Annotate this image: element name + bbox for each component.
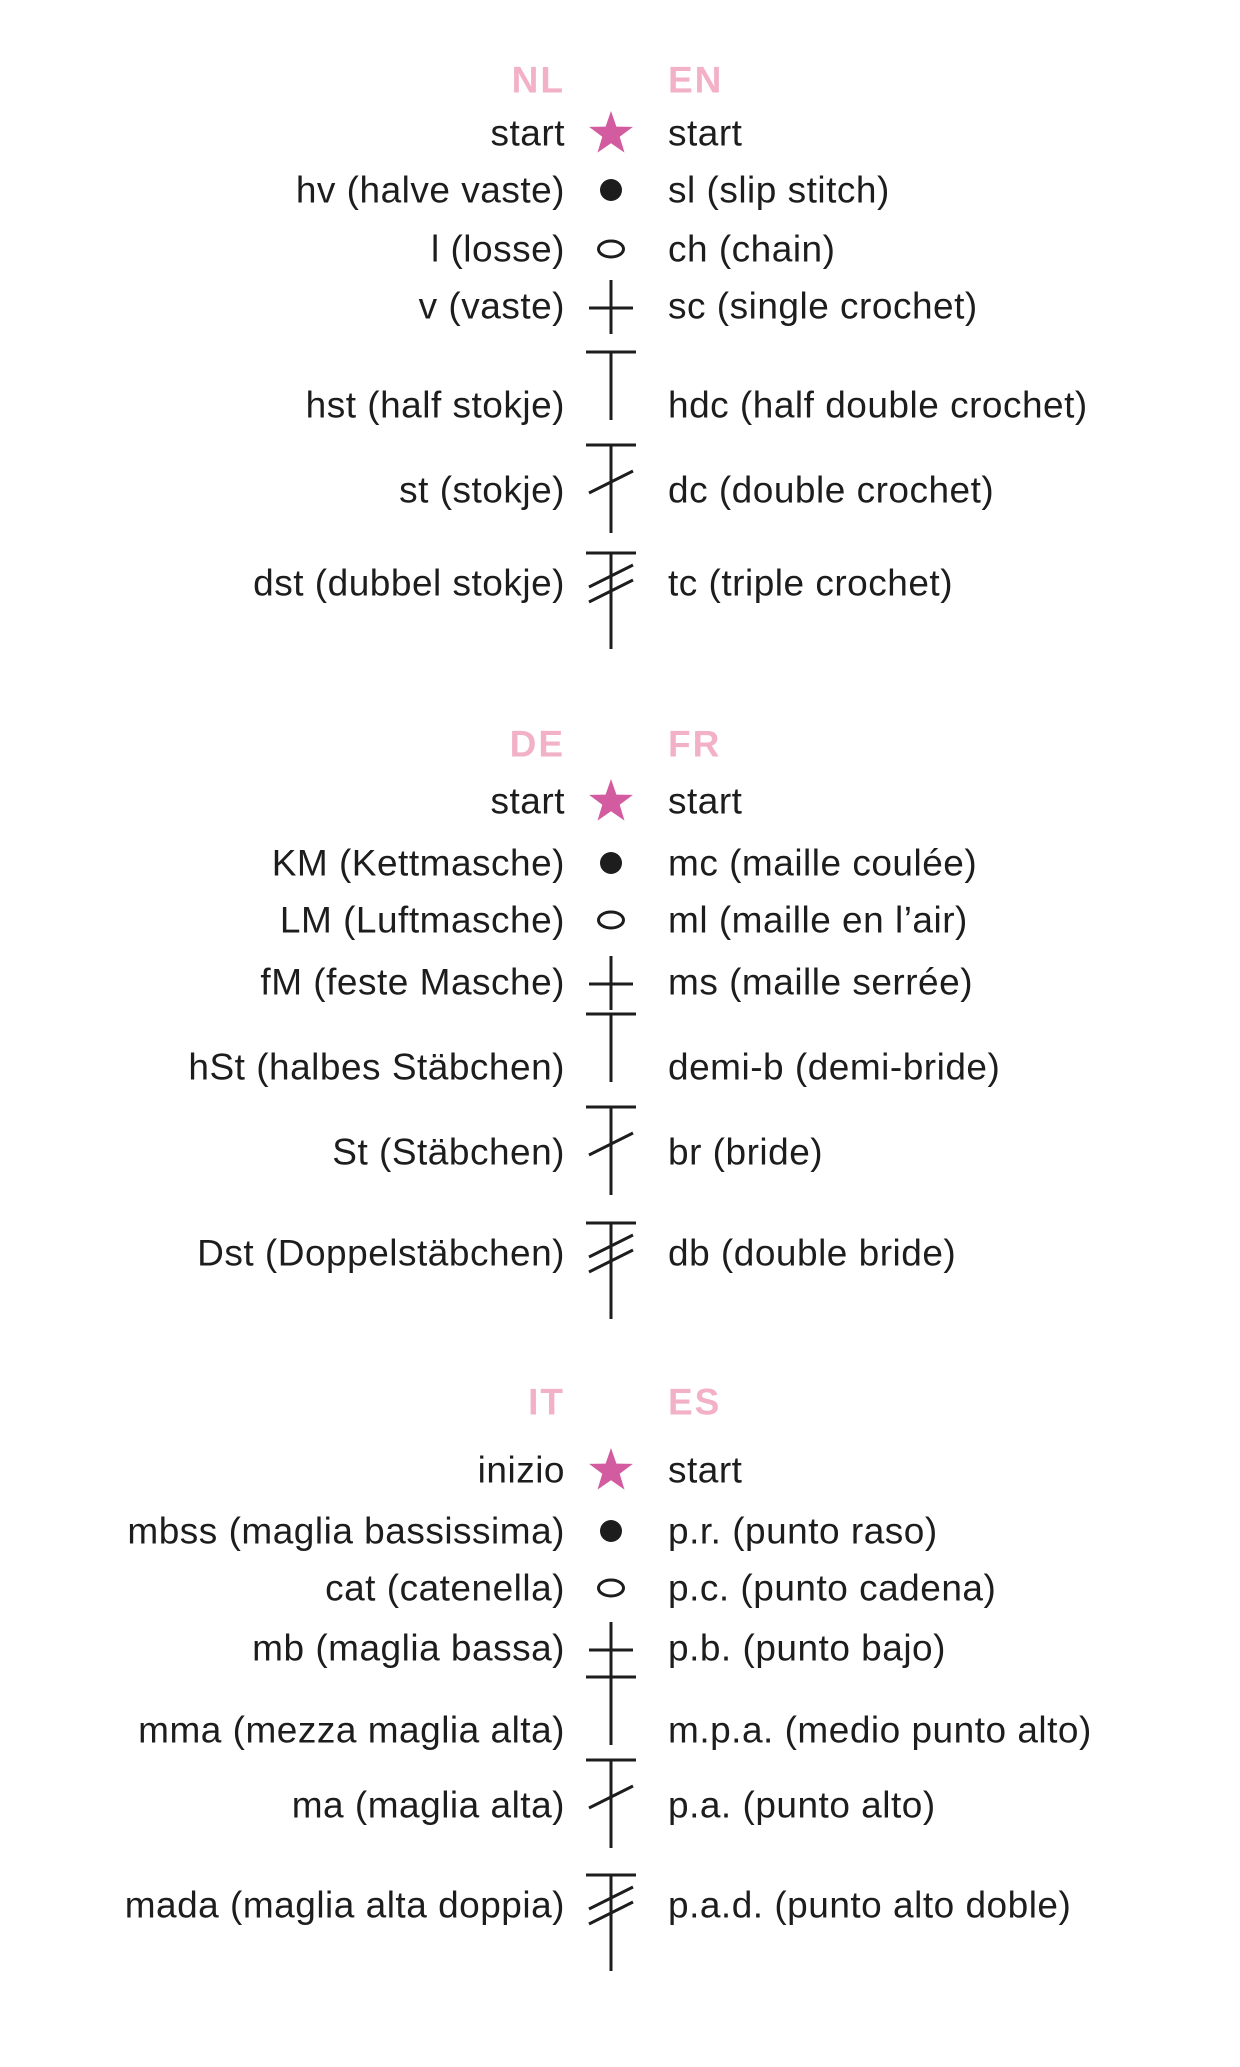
term-right: p.b. (punto bajo) — [668, 1627, 946, 1669]
language-header-es: ES — [668, 1381, 722, 1423]
term-right: tc (triple crochet) — [668, 562, 954, 604]
term-right: m.p.a. (medio punto alto) — [668, 1709, 1092, 1751]
term-left: cat (catenella) — [325, 1567, 565, 1609]
term-right: p.a.d. (punto alto doble) — [668, 1884, 1072, 1926]
term-left: mada (maglia alta doppia) — [124, 1884, 565, 1926]
term-left: hSt (halbes Stäbchen) — [188, 1046, 565, 1088]
term-right: dc (double crochet) — [668, 469, 995, 511]
term-left: ma (maglia alta) — [291, 1784, 565, 1826]
term-left: hst (half stokje) — [305, 384, 565, 426]
term-right: br (bride) — [668, 1131, 824, 1173]
term-left: start — [490, 112, 565, 154]
term-left: inizio — [477, 1449, 565, 1491]
term-left: mbss (maglia bassissima) — [127, 1510, 565, 1552]
term-right: ms (maille serrée) — [668, 961, 974, 1003]
term-right: demi-b (demi-bride) — [668, 1046, 1001, 1088]
term-right: start — [668, 780, 743, 822]
term-right: sc (single crochet) — [668, 285, 978, 327]
language-header-nl: NL — [511, 59, 565, 101]
term-right: sl (slip stitch) — [668, 169, 890, 211]
term-left: KM (Kettmasche) — [271, 842, 565, 884]
term-right: ch (chain) — [668, 228, 836, 270]
term-right: p.r. (punto raso) — [668, 1510, 938, 1552]
term-left: st (stokje) — [399, 469, 565, 511]
term-left: dst (dubbel stokje) — [253, 562, 565, 604]
language-header-it: IT — [528, 1381, 565, 1423]
term-left: Dst (Doppelstäbchen) — [197, 1232, 565, 1274]
term-left: fM (feste Masche) — [260, 961, 565, 1003]
term-left: hv (halve vaste) — [295, 169, 565, 211]
term-right: p.a. (punto alto) — [668, 1784, 936, 1826]
term-right: db (double bride) — [668, 1232, 957, 1274]
term-left: start — [490, 780, 565, 822]
term-right: p.c. (punto cadena) — [668, 1567, 997, 1609]
term-right: ml (maille en l’air) — [668, 899, 968, 941]
language-header-en: EN — [668, 59, 724, 101]
term-right: start — [668, 112, 743, 154]
term-left: LM (Luftmasche) — [279, 899, 565, 941]
term-right: start — [668, 1449, 743, 1491]
term-left: mma (mezza maglia alta) — [138, 1709, 565, 1751]
term-left: mb (maglia bassa) — [252, 1627, 565, 1669]
term-right: hdc (half double crochet) — [668, 384, 1088, 426]
term-left: v (vaste) — [418, 285, 565, 327]
term-right: mc (maille coulée) — [668, 842, 978, 884]
language-header-fr: FR — [668, 723, 722, 765]
term-left: St (Stäbchen) — [332, 1131, 565, 1173]
language-header-de: DE — [509, 723, 565, 765]
term-left: l (losse) — [430, 228, 565, 270]
